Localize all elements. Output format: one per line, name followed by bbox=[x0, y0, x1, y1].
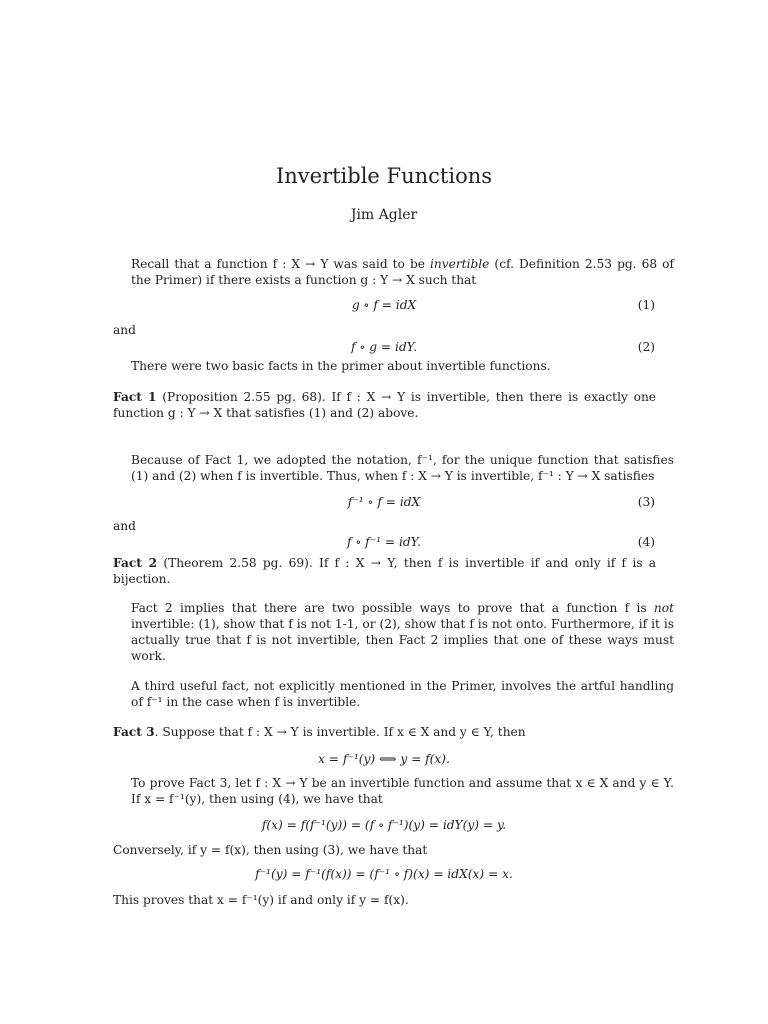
equation-number: (2) bbox=[637, 340, 655, 354]
equation-2: f ∘ g = idY. bbox=[350, 340, 418, 354]
fact-text: (Theorem 2.58 pg. 69). If f : X → Y, then f is invertible if and only if f is a bijection. bbox=[113, 556, 656, 586]
equation-number: (3) bbox=[637, 495, 655, 509]
fact-label: Fact 2 bbox=[113, 556, 158, 570]
equation-number: (4) bbox=[637, 535, 655, 549]
paragraph-conclusion: This proves that x = f⁻¹(y) if and only if y = f(x). bbox=[113, 893, 409, 907]
fact-text: (Proposition 2.55 pg. 68). If f : X → Y is invertible, then there is exactly one function g : Y → X that satisfies (1) and (2) above. bbox=[113, 390, 657, 420]
paragraph-text: (cf. Definition 2.53 pg. 68 of the Primer) if there exists a function g : Y → X such that bbox=[131, 257, 674, 287]
paragraph-not-invertible bbox=[113, 600, 674, 664]
equation-4: f ∘ f⁻¹ = idY. bbox=[346, 535, 422, 549]
equation-number: (1) bbox=[637, 298, 655, 312]
connector-text: and bbox=[113, 323, 136, 337]
connector-text: and bbox=[113, 519, 136, 533]
fact-3 bbox=[113, 724, 656, 740]
page-title: Invertible Functions bbox=[275, 164, 493, 188]
paragraph-basic-facts: There were two basic facts in the primer about invertible functions. bbox=[131, 359, 551, 373]
fact-label: Fact 1 bbox=[113, 390, 157, 404]
fact-1 bbox=[113, 389, 656, 421]
equation-3: f⁻¹ ∘ f = idX bbox=[347, 495, 421, 509]
paragraph-text: Recall that a function f : X → Y was said to be bbox=[131, 257, 430, 271]
fact-text: . Suppose that f : X → Y is invertible. If x ∈ X and y ∈ Y, then bbox=[154, 725, 526, 739]
fact-2 bbox=[113, 555, 656, 587]
paragraph-proof: To prove Fact 3, let f : X → Y be an invertible function and assume that x ∈ X and y ∈ Y. If x = f⁻¹(y), then using (4), we have that bbox=[131, 776, 674, 806]
author-name: Jim Agler bbox=[350, 207, 418, 223]
equation-5: x = f⁻¹(y) ⟺ y = f(x). bbox=[318, 752, 450, 766]
equation-6: f(x) = f(f⁻¹(y)) = (f ∘ f⁻¹)(y) = idY(y) = y. bbox=[261, 818, 507, 832]
paragraph-text: invertible: (1), show that f is not 1-1, or (2), show that f is not onto. Furthermore, if it is actually true that f is not invertible, then Fact 2 implies that one of these ways must work. bbox=[131, 617, 674, 663]
equation-1: g ∘ f = idX bbox=[351, 298, 417, 312]
paragraph-notation: Because of Fact 1, we adopted the notation, f⁻¹, for the unique function that satisfies (1) and (2) when f is invertible. Thus, when f : X → Y is invertible, f⁻¹ : Y → X satisfies bbox=[131, 453, 674, 483]
paragraph-conversely: Conversely, if y = f(x), then using (3), we have that bbox=[113, 843, 428, 857]
paragraph-third-fact: A third useful fact, not explicitly mentioned in the Primer, involves the artful handling of f⁻¹ in the case when f is invertible. bbox=[131, 679, 674, 709]
emphasis-text: not bbox=[653, 601, 674, 615]
fact-label: Fact 3 bbox=[113, 725, 155, 739]
paragraph-recall bbox=[113, 256, 674, 288]
emphasis-text: invertible bbox=[430, 257, 490, 271]
equation-7: f⁻¹(y) = f⁻¹(f(x)) = (f⁻¹ ∘ f)(x) = idX(x) = x. bbox=[255, 867, 513, 881]
paragraph-text: Fact 2 implies that there are two possible ways to prove that a function f is bbox=[131, 601, 654, 615]
